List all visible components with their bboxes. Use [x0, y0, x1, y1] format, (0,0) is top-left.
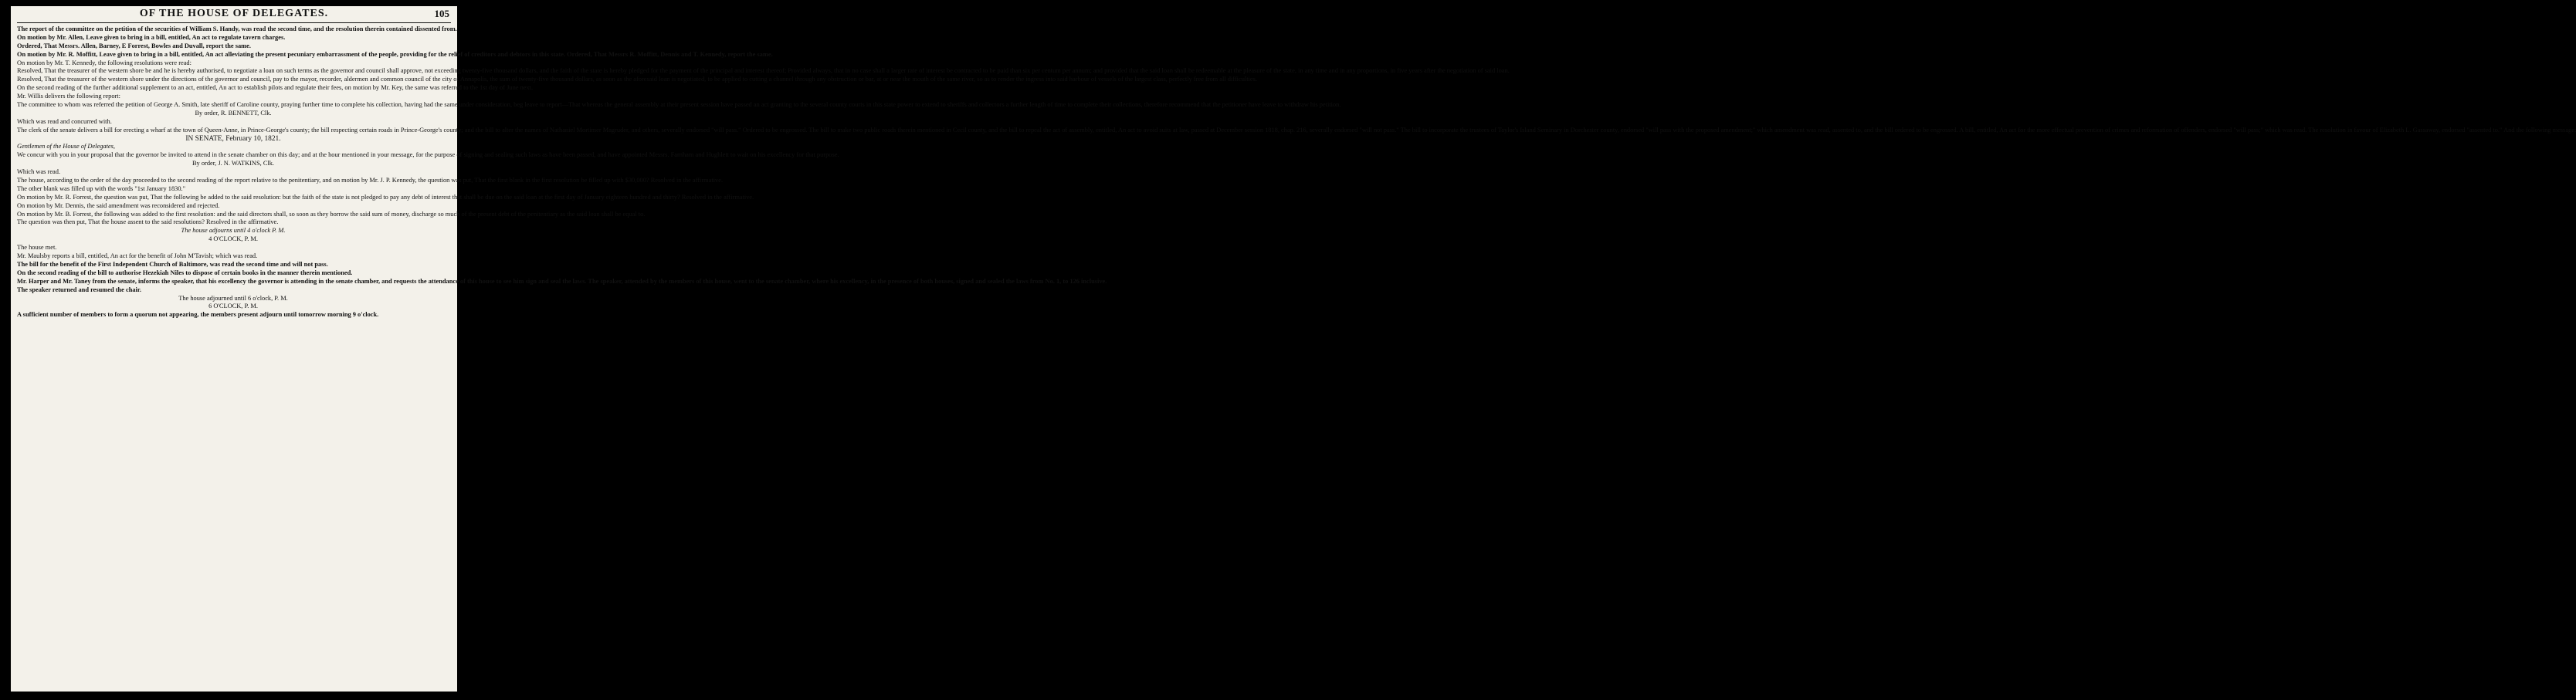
document-line: By order, J. N. WATKINS, Clk.	[192, 160, 275, 167]
document-line: 4 O'CLOCK, P. M.	[208, 235, 258, 243]
document-line: Resolved, That the treasurer of the western shore be and he is hereby authorised, to negotiate a loan on such terms as the governor and council shall approve, not exceeding twenty-five thousand dollars, and the faith of the state is hereby pledged for the payment of the principal and interest thereof; Provided always, that in no case shall a larger rate of interest be contracted to be paid than six per centum per annum; and provided that the said loan shall be redeemable at the pleasure of the state, in any time and in any proportions, in five years after the negotiation of said loan.	[17, 67, 1510, 75]
document-line: Which was read and concurred with.	[17, 117, 112, 125]
document-line: The house met.	[17, 244, 57, 252]
document-line: On motion by Mr. Dennis, the said amendment was reconsidered and rejected.	[17, 201, 220, 209]
document-line: On the second reading of the further additional supplement to an act, entitled, An act to establish pilots and regulate their fees, on motion by Mr. Key, the same was referred to the 1st day of June next.	[17, 84, 534, 92]
document-line: Mr. Willis delivers the following report:	[17, 93, 120, 100]
page-number: 105	[434, 8, 449, 19]
document-line: The other blank was filled up with the words "1st January 1830."	[17, 184, 186, 192]
document-line: The report of the committee on the petition of the securities of William S. Handy, was read the second time, and the resolution therein contained dissented from.	[17, 25, 457, 32]
document-line: On motion by Mr. R. Forrest, the question was put, That the following be added to the said resolution: but the faith of the state is not pledged to pay any debt of interest that shall be due on the said loan at the first day of January eighteen hundred and thirty? Resolved in the affirmative.	[17, 193, 754, 201]
document-line: The house adjourned until 6 o'clock, P. M.	[178, 294, 288, 302]
running-header	[11, 8, 457, 23]
document-line: The house adjourns until 4 o'clock P. M.	[181, 227, 286, 235]
document-line: Resolved, That the treasurer of the western shore under the directions of the governor and council, pay to the mayor, recorder, aldermen and common council of the city of Annapolis, the sum of twenty-five thousand dollars, as soon as the aforesaid loan is negotiated, to be applied to cutting a channel through any obstruction or bar, at or near the mouth of the same river, so as to render the ingress into said harbour of vessels of the largest class, perfectly free from all difficulties.	[17, 76, 1257, 83]
document-line: A sufficient number of members to form a quorum not appearing, the members present adjourn until tomorrow morning 9 o'clock.	[17, 311, 379, 319]
document-line: IN SENATE, February 10, 1821.	[185, 134, 281, 143]
document-line: On the second reading of the bill to authorise Hezekiah Niles to dispose of certain books in the manner therein mentioned.	[17, 269, 353, 276]
document-line: On motion by Mr. T. Kennedy, the following resolutions were read:	[17, 59, 192, 66]
header-rule	[17, 22, 451, 23]
document-line: The bill for the benefit of the First Independent Church of Baltimore, was read the second time and will not pass.	[17, 260, 328, 268]
document-line: On motion by Mr. B. Forrest, the following was added to the first resolution: and the said directors shall, so soon as they borrow the said sum of money, discharge so much of the present debt of the penitentiary as the said loan shall be equal to.	[17, 210, 646, 218]
document-line: On motion by Mr. Allen, Leave given to bring in a bill, entitled, An act to regulate tavern charges.	[17, 33, 286, 41]
document-line: Gentlemen of the House of Delegates,	[17, 143, 115, 150]
document-line: Ordered, That Messrs. Allen, Barney, E Forrest, Bowles and Duvall, report the same.	[17, 42, 251, 49]
document-page	[11, 6, 2576, 692]
document-line: The house, according to the order of the day proceeded to the second reading of the report relative to the penitentiary, and on motion by Mr. J. P. Kennedy, the question was put, That the first blank in the first resolution be filled up with $30,000? Resolved in the affirmative.	[17, 177, 724, 184]
document-line: Which was read.	[17, 168, 61, 176]
document-line: Mr. Maulsby reports a bill, entitled, An act for the benefit of John M'Tavish; which was read.	[17, 252, 258, 260]
document-line: Mr. Harper and Mr. Taney from the senate, informs the speaker, that his excellency the governor is attending in the senate chamber, and requests the attendance of this house to see him sign and seal the laws. The speaker, attended by the members of this house, went to the senate chamber, where his excellency, in the presence of both houses, signed and sealed the laws from No. 1, to 126 inclusive.	[17, 277, 1107, 285]
document-line: The question was then put, That the house assent to the said resolutions? Resolved in the affirmative.	[17, 218, 279, 226]
page-title: OF THE HOUSE OF DELEGATES.	[139, 8, 329, 19]
document-line: The committee to whom was referred the petition of George A. Smith, late sheriff of Caroline county, praying further time to complete his collection, having had the same under consideration, beg leave to report—That whereas the general assembly at their present session have passed an act granting to the several county courts in this state power to extend to sheriffs and collectors a further length of time to complete their collections, therefore recommend that the petitioner have leave to withdraw his petition.	[17, 101, 1341, 109]
document-line: We concur with you in your proposal that the governor be invited to attend in the senate chamber on this day; and at the hour mentioned in your message, for the purpose of signing and sealing such laws as have been passed, and have appointed Messrs. Farnham and Hughlett to wait on his excellency for that purpose.	[17, 151, 839, 159]
document-body	[17, 25, 2576, 320]
document-line: On motion by Mr. R. Moffitt, Leave given to bring in a bill, entitled, An act alleviating the present pecuniary embarrassment of the people, providing for the relief of creditors and debtors in this state. Ordered, That Messrs R. Moffitt, Dennis and T. Kennedy, report the same.	[17, 50, 773, 58]
document-line: The clerk of the senate delivers a bill for erecting a wharf at the town of Queen-Anne, in Prince-George's county; the bill respecting certain roads in Prince-George's county; and the bill to alter the names of Nathaniel Mortimer Magruder, and others, severally endorsed "will pass." Ordered to be engrossed. The bill to make two public roads therein mentioned in Cecil county, and the bill to repeal the act of assembly, entitled, An act to avoid suits at law, passed at December session 1818, chap. 216, severally endorsed "will not pass." The bill to incorporate the trustees of Taylor's Island Seminary in Dorchester county, endorsed "will pass with the proposed amendment;" which amendment was read, assented to, and the bill ordered to be engrossed. A bill, entitled, An act for the more effectual prevention of crimes and reformation of offenders, endorsed "will pass;" which was read. The resolution in favour of Elizabeth L. Gassaway, endorsed "assented to." And the following message:	[17, 126, 2576, 134]
document-line: By order, R. BENNETT, Clk.	[195, 109, 272, 117]
document-line: 6 O'CLOCK, P. M.	[208, 303, 258, 310]
document-line: The speaker returned and resumed the chair.	[17, 286, 141, 293]
